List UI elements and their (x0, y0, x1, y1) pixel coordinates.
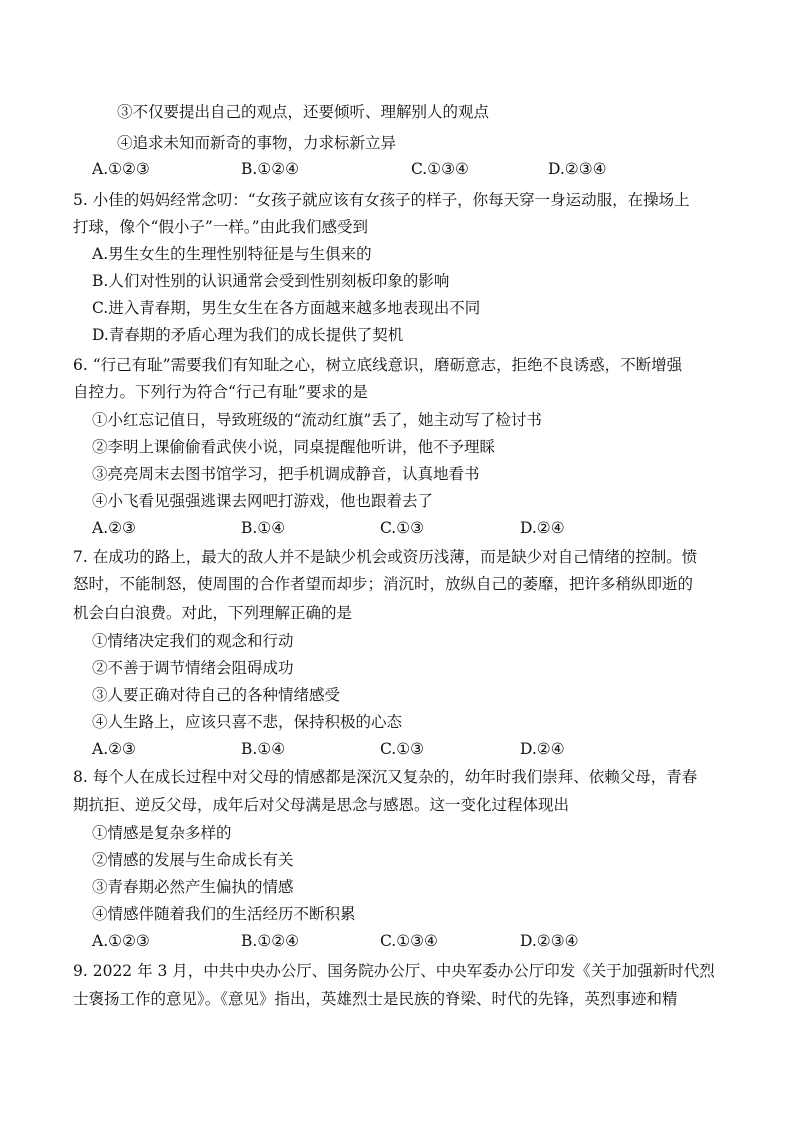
q8-option-a: A.①②③ (92, 932, 150, 950)
q4-item-4: ④追求未知而新奇的事物，力求标新立异 (117, 134, 397, 152)
q5-option-d: D.青春期的矛盾心理为我们的成长提供了契机 (92, 326, 404, 344)
q7-stem-line-3: 机会白白浪费。对此，下列理解正确的是 (73, 604, 353, 622)
q8-options (92, 930, 732, 952)
q6-option-b: B.①④ (241, 519, 286, 537)
q9-stem-line-2: 士褒扬工作的意见》。《意见》指出，英雄烈士是民族的脊梁、时代的先锋，英烈事迹和精 (73, 990, 678, 1008)
q8-stem-line-2: 期抗拒、逆反父母，成年后对父母满是思念与感恩。这一变化过程体现出 (73, 796, 570, 814)
q8-item-1: ①情感是复杂多样的 (92, 824, 232, 842)
q4-option-b: B.①②④ (241, 160, 300, 178)
q5-stem-line-2: 打球，像个“假小子”一样。”由此我们感受到 (73, 218, 369, 236)
q5-stem-line-1: 5. 小佳的妈妈经常念叨：“女孩子就应该有女孩子的样子，你每天穿一身运动服，在操场上 (73, 191, 690, 209)
q6-item-1: ①小红忘记值日，导致班级的“流动红旗”丢了，她主动写了检讨书 (92, 411, 542, 429)
q4-option-d: D.②③④ (548, 160, 607, 178)
q7-stem-line-1: 7. 在成功的路上，最大的敌人并不是缺少机会或资历浅薄，而是缺少对自己情绪的控制。愤 (73, 548, 698, 566)
q5-option-c: C.进入青春期，男生女生在各方面越来越多地表现出不同 (92, 299, 481, 317)
q7-item-3: ③人要正确对待自己的各种情绪感受 (92, 686, 341, 704)
q6-item-2: ②李明上课偷偷看武侠小说，同桌提醒他听讲，他不予理睬 (92, 438, 496, 456)
q6-options (92, 517, 732, 539)
q8-option-d: D.②③④ (520, 932, 579, 950)
q8-option-c: C.①③④ (380, 932, 438, 950)
q5-option-b: B.人们对性别的认识通常会受到性别刻板印象的影响 (92, 272, 450, 290)
q7-option-a: A.②③ (92, 740, 136, 758)
q8-item-3: ③青春期必然产生偏执的情感 (92, 878, 294, 896)
q8-item-2: ②情感的发展与生命成长有关 (92, 851, 294, 869)
q6-option-c: C.①③ (380, 519, 425, 537)
q7-options (92, 738, 732, 760)
q7-option-c: C.①③ (380, 740, 425, 758)
q5-option-a: A.男生女生的生理性别特征是与生俱来的 (92, 245, 372, 263)
q6-item-4: ④小飞看见强强逃课去网吧打游戏，他也跟着去了 (92, 492, 434, 510)
q8-item-4: ④情感伴随着我们的生活经历不断积累 (92, 905, 356, 923)
q7-item-4: ④人生路上，应该只喜不悲，保持积极的心态 (92, 713, 403, 731)
q6-option-a: A.②③ (92, 519, 136, 537)
q7-option-b: B.①④ (241, 740, 286, 758)
q7-item-2: ②不善于调节情绪会阻碍成功 (92, 659, 294, 677)
q4-options (92, 158, 732, 180)
q6-item-3: ③亮亮周末去图书馆学习，把手机调成静音，认真地看书 (92, 465, 480, 483)
q4-item-3: ③不仅要提出自己的观点，还要倾听、理解别人的观点 (117, 103, 490, 121)
q9-stem-line-1: 9. 2022 年 3 月，中共中央办公厅、国务院办公厅、中央军委办公厅印发《关于加强新时代烈 (73, 962, 715, 980)
q8-option-b: B.①②④ (241, 932, 300, 950)
q4-option-a: A.①②③ (92, 160, 150, 178)
q7-option-d: D.②④ (520, 740, 565, 758)
q7-stem-line-2: 怒时，不能制怒，使周围的合作者望而却步；消沉时，放纵自己的萎靡，把许多稍纵即逝的 (73, 575, 694, 593)
q4-option-c: C.①③④ (411, 160, 469, 178)
q7-item-1: ①情绪决定我们的观念和行动 (92, 632, 294, 650)
q6-stem-line-2: 自控力。下列行为符合“行己有耻”要求的是 (73, 383, 368, 401)
q8-stem-line-1: 8. 每个人在成长过程中对父母的情感都是深沉又复杂的，幼年时我们崇拜、依赖父母，青春 (73, 768, 698, 786)
q6-option-d: D.②④ (520, 519, 565, 537)
q6-stem-line-1: 6. “行己有耻”需要我们有知耻之心，树立底线意识，磨砺意志，拒绝不良诱惑，不断增强 (73, 356, 683, 374)
